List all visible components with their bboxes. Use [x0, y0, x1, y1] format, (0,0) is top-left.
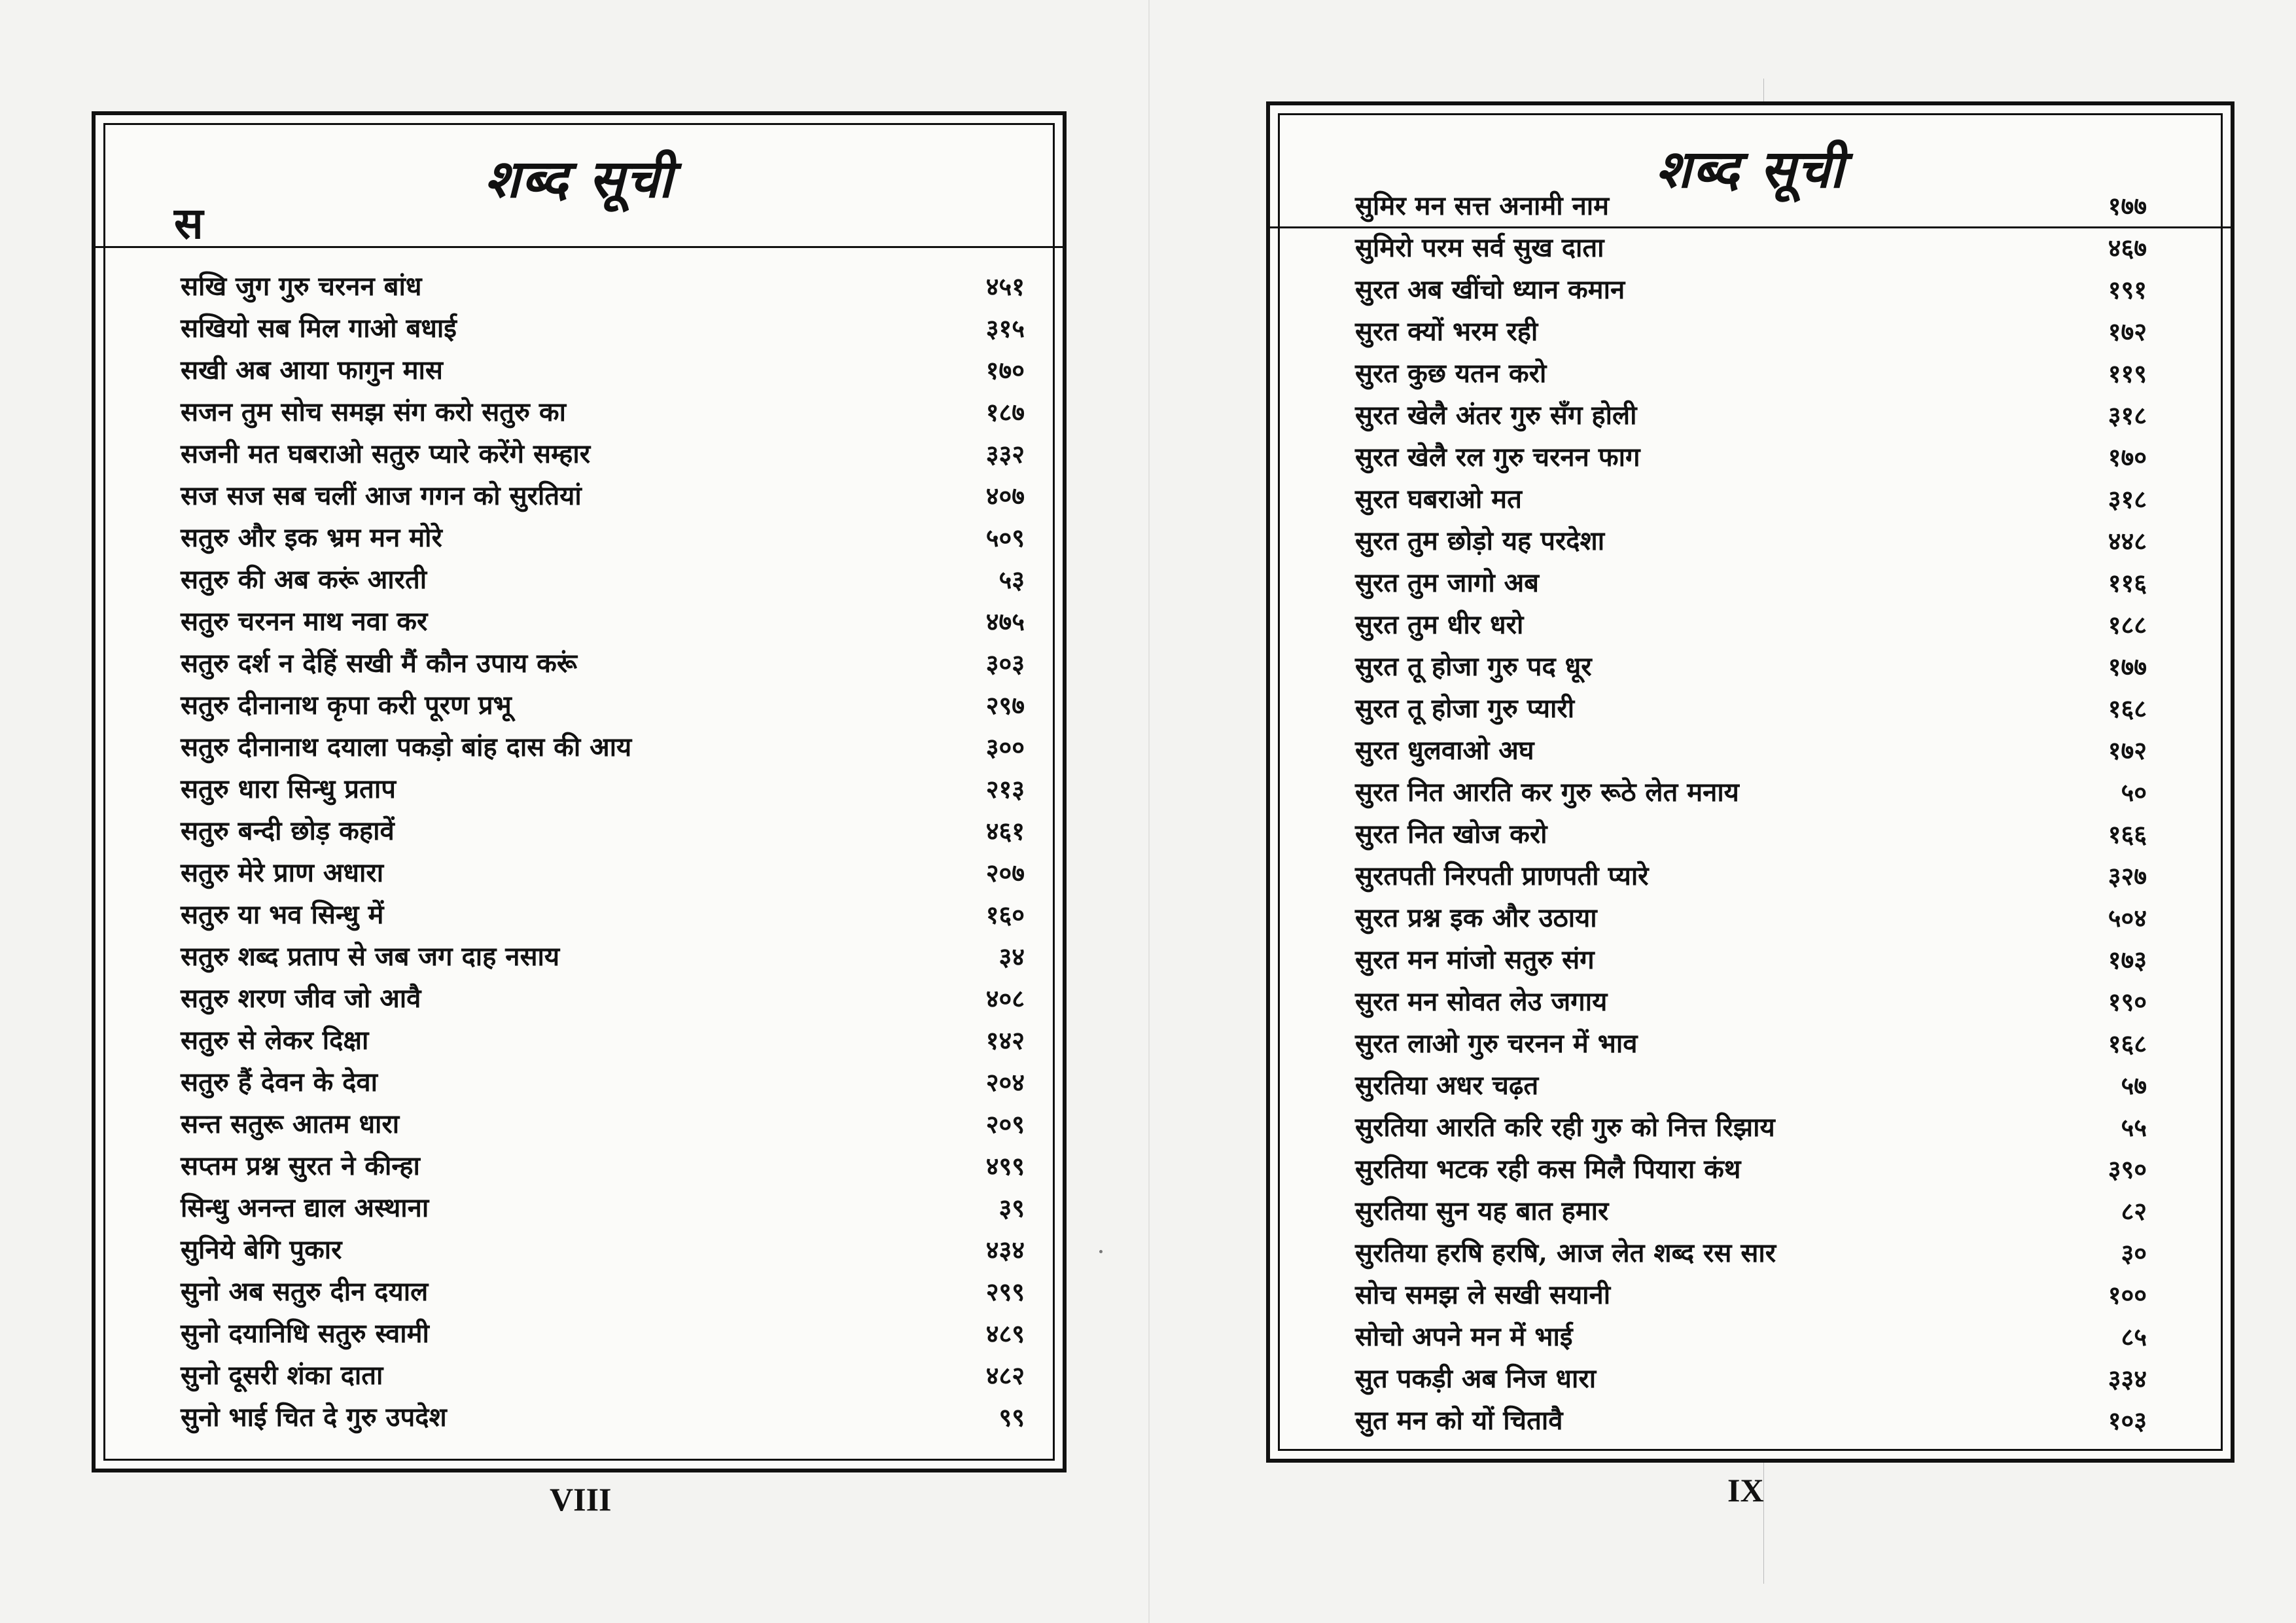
entry-title: सुरत लाओ गुरु चरनन में भाव: [1355, 1028, 1638, 1059]
index-entry: [1355, 1316, 2147, 1358]
entry-page-number: १०३: [2108, 1406, 2147, 1435]
entry-title: सोचो अपने मन में भाई: [1355, 1321, 1573, 1352]
entry-page-number: ३१८: [2108, 401, 2147, 430]
entry-title: सुनो अब सतुरु दीन दयाल: [181, 1276, 429, 1307]
entry-title: सखी अब आया फागुन मास: [181, 355, 443, 385]
entry-page-number: १७२: [2108, 736, 2147, 765]
index-entry: [181, 852, 1025, 894]
index-entry: [181, 475, 1025, 517]
entry-page-number: ९९: [998, 1402, 1025, 1432]
left-page-title: शब्द सूची: [484, 148, 674, 209]
index-entry: [1355, 1149, 2147, 1190]
entry-page-number: ८२: [2121, 1196, 2147, 1226]
entry-title: सुरतपती निरपती प्राणपती प्यारे: [1355, 861, 1649, 891]
entry-page-number: २१३: [985, 774, 1025, 804]
entry-page-number: ५३: [998, 565, 1025, 594]
entry-title: सतुरु मेरे प्राण अधारा: [181, 857, 384, 888]
entry-page-number: ४०८: [985, 984, 1025, 1013]
entry-page-number: १७३: [2108, 945, 2147, 974]
entry-page-number: ३१८: [2108, 484, 2147, 514]
entry-title: सुरतिया अधर चढ़त: [1355, 1070, 1539, 1101]
index-entry: [1355, 478, 2147, 520]
entry-page-number: २०४: [985, 1067, 1025, 1097]
index-entry: [181, 1355, 1025, 1397]
entry-page-number: ३२७: [2108, 861, 2147, 891]
entry-title: सतुरु शरण जीव जो आवै: [181, 983, 421, 1014]
entry-page-number: ३००: [985, 732, 1025, 762]
entry-page-number: १६०: [985, 900, 1025, 929]
index-entry: [181, 726, 1025, 768]
index-entry: [181, 308, 1025, 349]
entry-page-number: ४४८: [2108, 526, 2147, 556]
index-entry: [181, 978, 1025, 1020]
entry-title: सखि जुग गुरु चरनन बांध: [181, 271, 422, 302]
entry-page-number: ५०९: [985, 523, 1025, 552]
index-entry: [1355, 1190, 2147, 1232]
entry-title: सतुरु की अब करूं आरती: [181, 564, 427, 595]
index-entry: [181, 391, 1025, 433]
index-entry: [1355, 269, 2147, 311]
entry-title: सुरत घबराओ मत: [1355, 484, 1522, 514]
entry-page-number: १७०: [2108, 442, 2147, 472]
index-entry: [1355, 730, 2147, 772]
index-entry: [1355, 1400, 2147, 1442]
index-entry: [1355, 604, 2147, 646]
entry-title: सतुरु चरनन माथ नवा कर: [181, 606, 428, 637]
entry-page-number: ४९९: [985, 1151, 1025, 1181]
entry-title: सुरतिया आरति करि रही गुरु को नित्त रिझाय: [1355, 1112, 1775, 1143]
entry-page-number: १४२: [985, 1026, 1025, 1055]
entry-title: सतुरु दीनानाथ दयाला पकड़ो बांह दास की आय: [181, 732, 632, 762]
entry-page-number: १९०: [2108, 987, 2147, 1016]
entry-page-number: ५०: [2121, 777, 2147, 807]
index-entry: [181, 1229, 1025, 1271]
entry-title: सतुरु और इक भ्रम मन मोरे: [181, 522, 442, 553]
index-entry: [1355, 520, 2147, 562]
index-entry: [1355, 1065, 2147, 1107]
entry-title: सुनो भाई चित दे गुरु उपदेश: [181, 1402, 447, 1433]
entry-title: सुमिर मन सत्त अनामी नाम: [1355, 190, 1610, 221]
index-entry: [1355, 981, 2147, 1023]
entry-title: सुरत अब खींचो ध्यान कमान: [1355, 274, 1625, 305]
index-entry: [181, 768, 1025, 810]
entry-page-number: १९१: [2108, 275, 2147, 304]
entry-title: सतुरु या भव सिन्धु में: [181, 899, 384, 930]
entry-page-number: ३३४: [2108, 1364, 2147, 1393]
index-entry: [1355, 772, 2147, 813]
index-entry: [1355, 185, 2147, 227]
index-entry: [181, 685, 1025, 726]
index-entry: [181, 517, 1025, 559]
entry-page-number: ३३२: [985, 439, 1025, 469]
entry-title: सुरत मन सोवत लेउ जगाय: [1355, 986, 1608, 1017]
index-entry: [181, 433, 1025, 475]
index-entry: [181, 1103, 1025, 1145]
entry-page-number: २०७: [985, 858, 1025, 887]
index-entry: [181, 559, 1025, 601]
entry-title: सुरत तुम धीर धरो: [1355, 609, 1524, 640]
index-entry: [181, 1020, 1025, 1061]
entry-title: सुरत तुम जागो अब: [1355, 567, 1540, 598]
index-entry: [181, 936, 1025, 978]
entry-page-number: ३९०: [2108, 1154, 2147, 1184]
entry-page-number: ४७५: [985, 607, 1025, 636]
entry-page-number: ३०: [2121, 1238, 2147, 1268]
entry-title: सखियो सब मिल गाओ बधाई: [181, 313, 457, 344]
index-entry: [1355, 353, 2147, 395]
entry-title: सतुरु शब्द प्रताप से जब जग दाह नसाय: [181, 941, 560, 972]
index-entry: [1355, 437, 2147, 478]
left-entry-list: [181, 266, 1025, 1438]
index-entry: [1355, 939, 2147, 981]
entry-title: सुरत तुम छोड़ो यह परदेशा: [1355, 526, 1605, 556]
entry-title: सुरत खेलै रल गुरु चरनन फाग: [1355, 442, 1640, 473]
entry-title: सप्तम प्रश्न सुरत ने कीन्हा: [181, 1150, 420, 1181]
index-entry: [1355, 227, 2147, 269]
entry-page-number: १७०: [985, 355, 1025, 385]
page-crease: [1148, 0, 1150, 1623]
entry-title: सतुरु धारा सिन्धु प्रताप: [181, 774, 396, 804]
index-entry: [1355, 646, 2147, 688]
entry-page-number: ४५१: [985, 272, 1025, 301]
right-page-frame: [1266, 101, 2234, 1463]
index-entry: [181, 643, 1025, 685]
entry-page-number: ४८२: [985, 1361, 1025, 1390]
entry-title: सिन्धु अनन्त द्याल अस्थाना: [181, 1192, 429, 1223]
entry-page-number: ३०३: [985, 649, 1025, 678]
entry-title: सुरत खेलै अंतर गुरु सँग होली: [1355, 400, 1637, 431]
entry-page-number: ८५: [2121, 1322, 2147, 1351]
entry-page-number: १७२: [2108, 317, 2147, 346]
index-entry: [181, 894, 1025, 936]
index-entry: [1355, 813, 2147, 855]
entry-title: सुरत नित आरति कर गुरु रूठे लेत मनाय: [1355, 777, 1739, 808]
entry-title: सुरत कुछ यतन करो: [1355, 358, 1547, 389]
entry-page-number: १७७: [2108, 652, 2147, 681]
index-entry: [181, 1187, 1025, 1229]
entry-title: सजनी मत घबराओ सतुरु प्यारे करेंगे सम्हार: [181, 438, 591, 469]
index-entry: [181, 1145, 1025, 1187]
entry-page-number: ११६: [2108, 568, 2147, 597]
index-entry: [1355, 1232, 2147, 1274]
entry-title: सतुरु से लेकर दिक्षा: [181, 1025, 369, 1056]
entry-page-number: ४६७: [2108, 233, 2147, 262]
entry-page-number: २०९: [985, 1109, 1025, 1139]
index-entry: [1355, 1274, 2147, 1316]
entry-page-number: १७७: [2108, 191, 2147, 221]
entry-page-number: ३९: [998, 1193, 1025, 1222]
index-entry: [1355, 395, 2147, 437]
index-entry: [1355, 562, 2147, 604]
entry-page-number: ४६१: [985, 816, 1025, 846]
entry-page-number: ३१५: [985, 313, 1025, 343]
index-entry: [181, 1397, 1025, 1438]
entry-title: सुत पकड़ी अब निज धारा: [1355, 1363, 1597, 1394]
entry-page-number: ५५: [2121, 1113, 2147, 1142]
entry-title: सतुरु दीनानाथ कृपा करी पूरण प्रभू: [181, 690, 512, 721]
left-page-frame: [92, 111, 1067, 1472]
entry-page-number: २९७: [985, 690, 1025, 720]
entry-page-number: १८८: [2108, 610, 2147, 639]
entry-title: सतुरु हैं देवन के देवा: [181, 1067, 378, 1097]
entry-title: सतुरु बन्दी छोड़ कहावें: [181, 815, 395, 846]
index-entry: [1355, 1023, 2147, 1065]
section-letter: स: [174, 198, 203, 249]
index-entry: [181, 1271, 1025, 1313]
entry-title: सुत मन को यों चितावै: [1355, 1405, 1563, 1436]
entry-page-number: ५७: [2121, 1071, 2147, 1100]
entry-page-number: १६८: [2108, 1029, 2147, 1058]
entry-page-number: १००: [2108, 1280, 2147, 1310]
entry-page-number: ४८९: [985, 1319, 1025, 1348]
index-entry: [181, 349, 1025, 391]
entry-title: सुरत धुलवाओ अघ: [1355, 735, 1534, 766]
entry-title: सुनो दयानिधि सतुरु स्वामी: [181, 1318, 429, 1349]
entry-title: सुरतिया भटक रही कस मिलै पियारा कंथ: [1355, 1154, 1741, 1185]
entry-title: सुरत तू होजा गुरु प्यारी: [1355, 693, 1575, 724]
index-entry: [181, 810, 1025, 852]
entry-page-number: १८७: [985, 397, 1025, 427]
index-entry: [181, 266, 1025, 308]
entry-page-number: १६६: [2108, 819, 2147, 849]
entry-page-number: ३४: [998, 942, 1025, 971]
entry-title: सन्त सतुरू आतम धारा: [181, 1109, 400, 1139]
index-entry: [1355, 1107, 2147, 1149]
left-page-folio: VIII: [550, 1481, 612, 1518]
index-entry: [1355, 311, 2147, 353]
index-entry: [181, 1313, 1025, 1355]
entry-title: सुरत तू होजा गुरु पद धूर: [1355, 651, 1592, 682]
entry-page-number: २९९: [985, 1277, 1025, 1306]
entry-title: सुरत नित खोज करो: [1355, 819, 1547, 849]
index-entry: [1355, 897, 2147, 939]
entry-title: सजन तुम सोच समझ संग करो सतुरु का: [181, 397, 566, 427]
entry-title: सुरत मन मांजो सतुरु संग: [1355, 944, 1595, 975]
left-title-rule: [96, 246, 1063, 248]
entry-page-number: ५०४: [2108, 903, 2147, 933]
entry-title: सोच समझ ले सखी सयानी: [1355, 1279, 1611, 1310]
entry-title: सुरतिया हरषि हरषि, आज लेत शब्द रस सार: [1355, 1238, 1776, 1268]
entry-page-number: १६८: [2108, 694, 2147, 723]
entry-page-number: ११९: [2108, 359, 2147, 388]
entry-title: सुरत प्रश्न इक और उठाया: [1355, 902, 1597, 933]
entry-title: सुरत क्यों भरम रही: [1355, 316, 1538, 347]
entry-title: सुमिरो परम सर्व सुख दाता: [1355, 232, 1604, 263]
right-page-title: शब्द सूची: [1655, 138, 1845, 200]
scan-speck: [1099, 1250, 1103, 1253]
index-entry: [181, 1061, 1025, 1103]
right-entry-list: [1355, 185, 2147, 1442]
right-page-folio: IX: [1727, 1472, 1764, 1508]
entry-title: सुनिये बेगि पुकार: [181, 1234, 342, 1265]
entry-title: सुरतिया सुन यह बात हमार: [1355, 1196, 1609, 1226]
entry-title: सज सज सब चलीं आज गगन को सुरतियां: [181, 480, 582, 511]
index-entry: [181, 601, 1025, 643]
index-entry: [1355, 1358, 2147, 1400]
entry-title: सतुरु दर्श न देहिं सखी मैं कौन उपाय करूं: [181, 648, 577, 679]
index-entry: [1355, 688, 2147, 730]
entry-page-number: ४०७: [985, 481, 1025, 510]
entry-title: सुनो दूसरी शंका दाता: [181, 1360, 383, 1391]
entry-page-number: ४३४: [985, 1235, 1025, 1264]
index-entry: [1355, 855, 2147, 897]
